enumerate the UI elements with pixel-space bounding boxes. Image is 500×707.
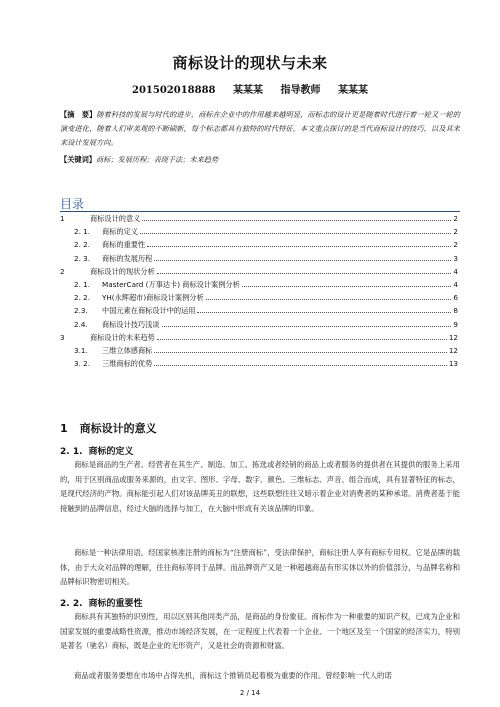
toc-entry-title: 商标设计技巧浅谈: [102, 319, 160, 329]
toc-entry-number: 2. 1.: [74, 279, 90, 289]
toc-entry-title: YH(永辉超市)商标设计案例分析: [102, 293, 204, 303]
toc-entry[interactable]: [60, 214, 458, 227]
toc-entry-page: 3: [453, 253, 458, 263]
toc-entry[interactable]: [60, 280, 458, 293]
toc-leader-dots: [162, 326, 452, 327]
toc-leader-dots: [242, 286, 452, 287]
section-number: 1: [60, 422, 68, 435]
toc-entry-number: 3. 2.: [74, 359, 90, 369]
toc-entry-title: 商标的定义: [102, 227, 138, 237]
toc-entry[interactable]: [60, 293, 458, 306]
paragraph: 商标具有其独特的识别性，用以区别其他同类产品，是商品的身份象征。商标作为一种重要的知识产权，已成为企业和国家发展的重要战略性资源，推动市场经济发展，在一定程度上代表着一个企业、一个地区及至一个国家的经济实力，特别是著名（驰名）商标，既是企业的无形资产，又是社会的资源和财富。: [60, 612, 460, 650]
subsection-title: 商标的重要性: [88, 599, 143, 609]
toc-divider: [60, 211, 460, 212]
toc-leader-dots: [154, 365, 447, 366]
toc-leader-dots: [157, 339, 447, 340]
toc-entry-number: 1: [60, 214, 65, 223]
toc-entry-page: 12: [448, 345, 458, 355]
toc-entry-title: 商标设计的意义: [90, 214, 141, 223]
toc-entry[interactable]: [60, 240, 458, 253]
toc-entry-title: 三维立体感商标: [102, 345, 153, 355]
paragraph: 商标是一种法律用语，经国家核准注册的商标为“注册商标”，受法律保护，商标注册人享有商标专用权。它是品牌的载体，由于大众对品牌的理解，往往商标等同于品牌。而品牌资产又是一种超越商品有形实体以外的价值部分，与品牌名称和品牌标识物密切相关。: [60, 548, 460, 586]
paragraph: 商标是商品的生产者、经营者在其生产、制造、加工、拣选或者经销的商品上或者服务的提供者在其提供的服务上采用的，用于区别商品或服务来源的，由文字、图形、字母、数字、颜色、三维标志、声音、组合而成，具有显著特征的标志，是现代经济的产物。商标能引起人们对该品牌美丑的联想，这些联想往往又暗示着企业对消费者的某种承诺。消费者基于能接触到的品牌信息，经过大脑的选择与加工，在大脑中形成有关该品牌的印象。: [60, 460, 460, 513]
toc-entry-number: 2. 3.: [74, 253, 90, 263]
toc-leader-dots: [142, 220, 451, 221]
keywords-text: 商标；发展历程；表现手法；未来趋势: [95, 155, 219, 164]
toc-entry-title: 商标的发展历程: [102, 253, 153, 263]
keywords-label: 【关键词】: [60, 155, 96, 164]
abstract-text: 随着科技的发展与时代的进步，商标在企业中的作用越来越明显，而标志的设计更是随着时代进行着一轮又一轮的演变进化，随着人们审美观的不断刷新，每个标志都具有独特的时代特征。本文重点探讨的是当代商标设计的技巧，以及其未来设计发展方向。: [60, 110, 460, 147]
table-of-contents: [60, 214, 458, 372]
toc-leader-dots: [140, 233, 451, 234]
toc-entry-title: 三维商标的优势: [102, 359, 153, 369]
toc-entry[interactable]: [60, 254, 458, 267]
toc-entry-page: 2: [453, 214, 458, 223]
toc-leader-dots: [157, 273, 452, 274]
subsection-number: 2. 1.: [60, 447, 83, 457]
toc-entry-page: 9: [453, 319, 458, 329]
page-number: 2 / 14: [239, 689, 261, 697]
toc-entry-number: 2. 2.: [74, 240, 90, 250]
subsection-number: 2. 2.: [60, 599, 83, 609]
paper-title: 商标设计的现状与未来: [172, 54, 328, 72]
toc-entry-page: 2: [453, 227, 458, 237]
toc-leader-dots: [206, 299, 452, 300]
toc-entry-number: 2.3.: [74, 306, 88, 316]
abstract-label: 【摘 要】: [60, 110, 97, 119]
toc-entry[interactable]: [60, 227, 458, 240]
toc-leader-dots: [197, 312, 451, 313]
toc-entry-title: 商标设计的现状分析: [90, 266, 155, 276]
student-id: 201502018888: [132, 85, 216, 96]
toc-entry-title: 商标的重要性: [102, 240, 146, 250]
toc-entry-title: MasterCard (万事达卡) 商标设计案例分析: [102, 279, 240, 289]
student-name: 某某某: [233, 85, 263, 96]
toc-heading: 目录: [60, 197, 85, 211]
toc-entry[interactable]: [60, 333, 458, 346]
toc-entry[interactable]: [60, 306, 458, 319]
toc-entry-title: 商标设计的未来趋势: [90, 332, 155, 342]
toc-entry[interactable]: [60, 267, 458, 280]
toc-leader-dots: [147, 246, 451, 247]
subsection-heading-2-2: [60, 596, 143, 609]
toc-entry-title: 中国元素在商标设计中的运用: [102, 306, 196, 316]
author-line: [0, 81, 500, 96]
toc-entry-number: 2.4.: [74, 319, 88, 329]
toc-leader-dots: [154, 260, 451, 261]
section-title: 商标设计的意义: [79, 422, 157, 435]
subsection-title: 商标的定义: [88, 447, 134, 457]
toc-leader-dots: [154, 352, 447, 353]
toc-entry[interactable]: [60, 346, 458, 359]
toc-entry-number: 3.1.: [74, 345, 88, 355]
toc-entry-page: 13: [448, 359, 458, 369]
toc-entry-number: 2: [60, 266, 65, 276]
paragraph: 商品或者服务要想在市场中占得先机，商标这个推销员起着极为重要的作用。曾经影响一代人的诺: [74, 671, 392, 680]
subsection-heading-2-1: [60, 444, 134, 457]
keywords: [60, 155, 218, 165]
toc-entry-page: 12: [448, 332, 458, 342]
toc-entry-number: 2. 2.: [74, 293, 90, 303]
toc-entry-page: 4: [453, 266, 458, 276]
section-heading-1: [60, 420, 157, 436]
toc-entry[interactable]: [60, 359, 458, 372]
advisor-name: 某某某: [337, 85, 368, 96]
toc-entry-number: 2. 1.: [74, 227, 90, 237]
toc-entry-number: 3: [60, 332, 65, 342]
toc-entry-page: 2: [453, 240, 458, 250]
toc-entry-page: 8: [453, 306, 458, 316]
toc-entry-page: 4: [453, 279, 458, 289]
abstract: [60, 108, 460, 150]
toc-entry-page: 6: [453, 293, 458, 303]
toc-entry[interactable]: [60, 320, 458, 333]
advisor-label: 指导教师: [280, 85, 321, 96]
